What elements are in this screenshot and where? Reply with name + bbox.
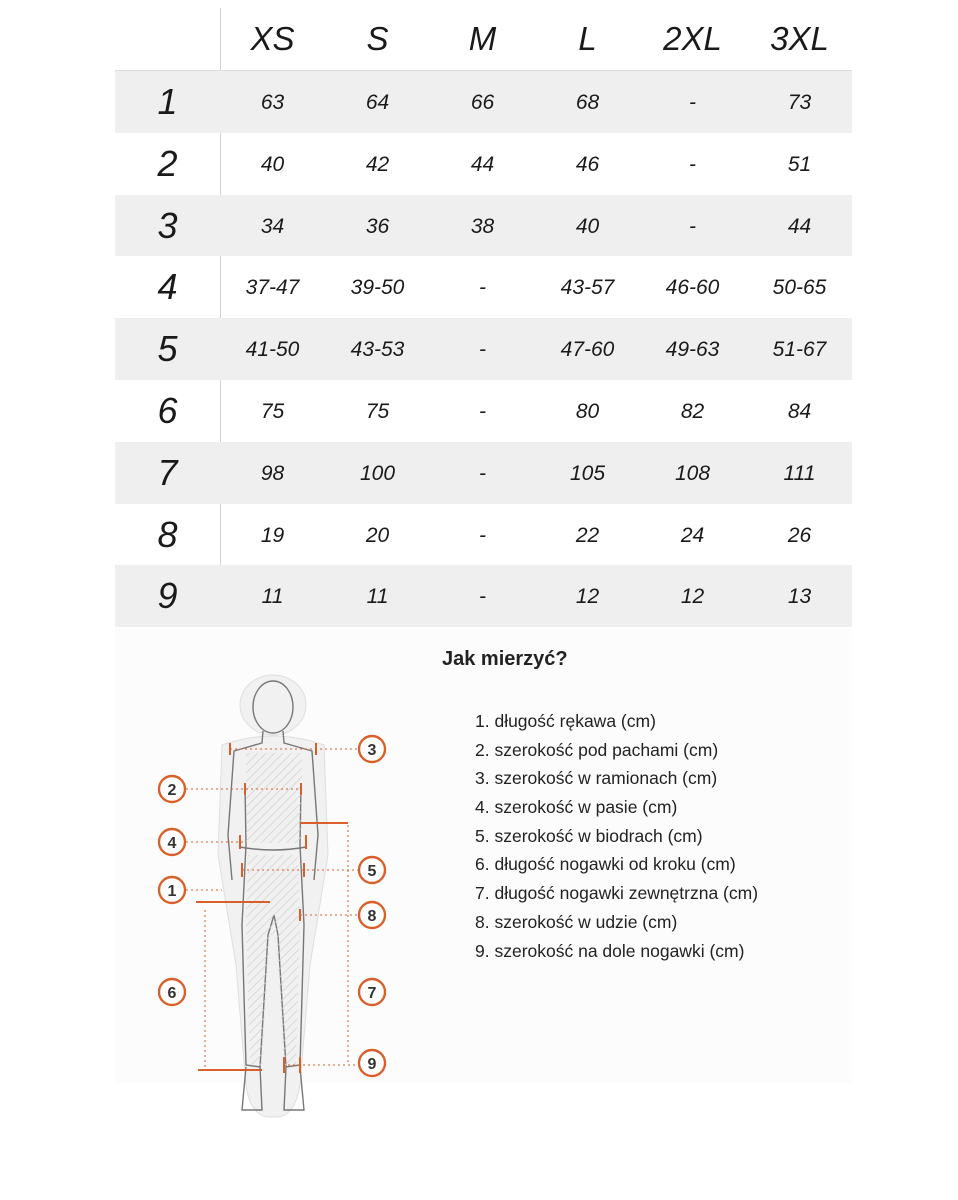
table-cell: 66 bbox=[470, 91, 495, 114]
table-row bbox=[115, 504, 852, 566]
list-item: 5. szerokość w biodrach (cm) bbox=[475, 825, 703, 846]
table-cell: 82 bbox=[680, 399, 705, 423]
table-cell: 38 bbox=[470, 214, 495, 238]
row-number: 1 bbox=[157, 81, 178, 122]
marker-2 bbox=[159, 776, 185, 802]
measure-list bbox=[475, 707, 758, 965]
table-cell: 34 bbox=[260, 214, 285, 238]
row-number: 3 bbox=[157, 204, 178, 246]
table-row bbox=[115, 442, 852, 504]
table-cell: 37-47 bbox=[245, 276, 300, 300]
size-header-l: L bbox=[578, 20, 597, 57]
body-measurement-figure bbox=[150, 665, 400, 1120]
table-cell: 24 bbox=[680, 523, 705, 547]
table-cell: 68 bbox=[575, 91, 600, 114]
list-item: 8. szerokość w udzie (cm) bbox=[475, 911, 678, 932]
table-cell: 22 bbox=[575, 523, 600, 547]
table-cell: - bbox=[479, 461, 486, 485]
table-cell: 49-63 bbox=[665, 338, 720, 362]
table-cell: 43-53 bbox=[350, 338, 405, 362]
table-cell: 40 bbox=[575, 214, 600, 238]
table-cell: 50-65 bbox=[772, 276, 827, 300]
row-number: 5 bbox=[157, 328, 178, 370]
table-cell: - bbox=[689, 152, 696, 176]
table-row bbox=[115, 256, 852, 318]
table-cell: - bbox=[479, 276, 486, 300]
table-cell: - bbox=[479, 399, 486, 423]
list-item: 3. szerokość w ramionach (cm) bbox=[475, 768, 718, 789]
table-body bbox=[115, 71, 852, 627]
table-cell: - bbox=[479, 585, 486, 609]
table-cell: 46 bbox=[575, 152, 600, 176]
table-cell: 13 bbox=[787, 585, 812, 609]
marker-4 bbox=[159, 829, 185, 855]
table-cell: 64 bbox=[365, 91, 390, 114]
table-row bbox=[115, 380, 852, 442]
marker-3 bbox=[359, 736, 385, 762]
list-item: 7. długość nogawki zewnętrzna (cm) bbox=[475, 883, 759, 904]
table-cell: 80 bbox=[575, 399, 600, 423]
table-cell: 40 bbox=[260, 152, 285, 176]
row-number: 9 bbox=[157, 575, 178, 617]
size-header-3xl: 3XL bbox=[770, 20, 829, 57]
size-header-xs: XS bbox=[250, 20, 295, 57]
table-cell: - bbox=[689, 214, 696, 238]
svg-text:2: 2 bbox=[167, 782, 177, 799]
size-header-s: S bbox=[366, 20, 389, 57]
table-cell: 44 bbox=[787, 214, 812, 238]
svg-text:6: 6 bbox=[167, 985, 177, 1002]
table-cell: 73 bbox=[787, 91, 812, 114]
list-item: 9. szerokość na dole nogawki (cm) bbox=[475, 940, 745, 961]
table-cell: - bbox=[479, 338, 486, 362]
table-cell: 108 bbox=[674, 461, 711, 485]
table-cell: 41-50 bbox=[245, 338, 300, 362]
table-row bbox=[115, 133, 852, 195]
row-number: 7 bbox=[157, 451, 178, 493]
svg-text:3: 3 bbox=[367, 742, 377, 759]
table-cell: 75 bbox=[365, 399, 390, 423]
table-cell: 43-57 bbox=[560, 276, 615, 300]
size-header-row bbox=[115, 8, 852, 71]
svg-text:4: 4 bbox=[167, 835, 177, 852]
table-cell: 111 bbox=[783, 461, 816, 485]
table-cell: 46-60 bbox=[665, 276, 720, 300]
size-table bbox=[115, 8, 852, 627]
svg-text:9: 9 bbox=[367, 1056, 377, 1073]
row-number: 8 bbox=[157, 513, 178, 555]
table-cell: 98 bbox=[260, 461, 285, 485]
table-cell: 11 bbox=[366, 585, 389, 609]
table-row bbox=[115, 565, 852, 627]
table-row bbox=[115, 318, 852, 380]
list-item: 1. długość rękawa (cm) bbox=[475, 711, 656, 731]
table-cell: 20 bbox=[365, 523, 390, 547]
table-cell: - bbox=[689, 91, 696, 114]
table-cell: 100 bbox=[359, 461, 396, 485]
svg-text:1: 1 bbox=[167, 883, 177, 900]
table-cell: 44 bbox=[470, 152, 495, 176]
row-number: 6 bbox=[157, 389, 178, 431]
table-cell: 75 bbox=[260, 399, 285, 423]
table-cell: 42 bbox=[365, 152, 390, 176]
svg-text:5: 5 bbox=[367, 863, 377, 880]
table-cell: 11 bbox=[261, 585, 284, 609]
size-header-2xl: 2XL bbox=[663, 20, 722, 57]
table-row bbox=[115, 195, 852, 257]
table-cell: 105 bbox=[569, 461, 606, 485]
table-cell: 12 bbox=[575, 585, 600, 609]
table-row bbox=[115, 71, 852, 133]
row-number: 2 bbox=[157, 142, 178, 184]
table-cell: 12 bbox=[680, 585, 705, 609]
list-item: 2. szerokość pod pachami (cm) bbox=[475, 739, 719, 760]
marker-1 bbox=[159, 877, 185, 903]
measure-title: Jak mierzyć? bbox=[442, 648, 568, 670]
table-cell: 26 bbox=[787, 523, 812, 547]
table-cell: 36 bbox=[365, 214, 390, 238]
marker-9 bbox=[359, 1050, 385, 1076]
size-header-m: M bbox=[468, 20, 497, 57]
table-cell: 51-67 bbox=[772, 338, 827, 362]
list-item: 4. szerokość w pasie (cm) bbox=[475, 797, 678, 818]
row-number: 4 bbox=[157, 266, 178, 308]
marker-6 bbox=[159, 979, 185, 1005]
table-cell: 39-50 bbox=[350, 276, 405, 300]
table-cell: 63 bbox=[260, 91, 285, 114]
table-cell: 47-60 bbox=[560, 338, 615, 362]
svg-text:7: 7 bbox=[367, 985, 377, 1002]
table-cell: 19 bbox=[260, 523, 285, 547]
marker-8 bbox=[359, 902, 385, 928]
table-cell: 51 bbox=[787, 152, 812, 176]
marker-5 bbox=[359, 857, 385, 883]
list-item: 6. długość nogawki od kroku (cm) bbox=[475, 854, 736, 875]
marker-7 bbox=[359, 979, 385, 1005]
table-cell: 84 bbox=[787, 399, 812, 423]
svg-text:8: 8 bbox=[367, 908, 377, 925]
table-cell: - bbox=[479, 523, 486, 547]
